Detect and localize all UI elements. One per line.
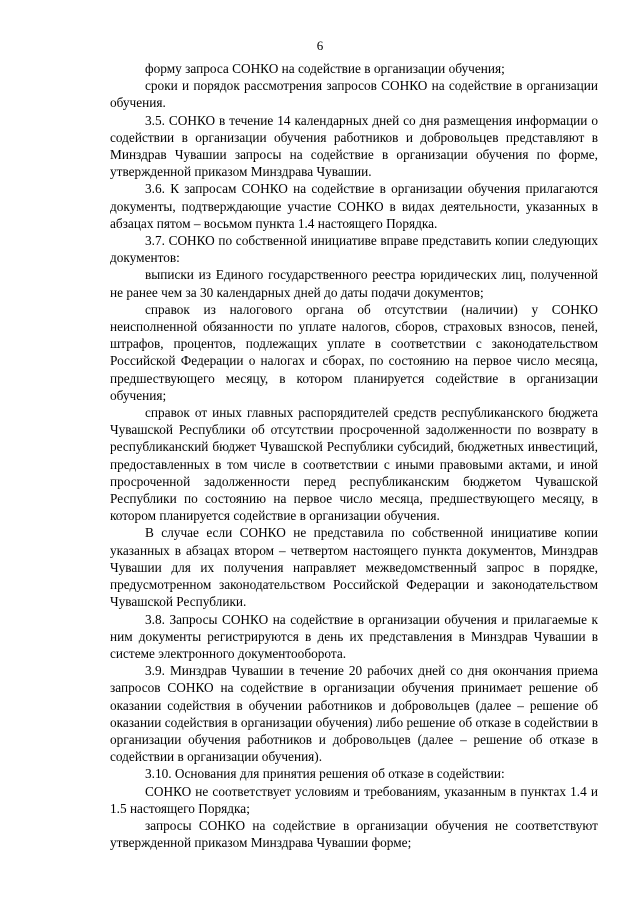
paragraph-request-form: форму запроса СОНКО на содействие в организации обучения; xyxy=(145,61,505,76)
paragraph-3-8: 3.8. Запросы СОНКО на содействие в организации обучения и прилагаемые к ним документы регистрируются в день их представления в Минздрав Чувашии в системе электронного документооборота. xyxy=(110,611,598,661)
paragraph-3-6: 3.6. К запросам СОНКО на содействие в организации обучения прилагаются документы, подтверждающие участие СОНКО в видах деятельности, указанных в абзацах пятом – восьмом пункта 1.4 настоящего Порядка. xyxy=(110,181,598,231)
paragraph-3-9: 3.9. Минздрав Чувашии в течение 20 рабочих дней со дня окончания приема запросов СОНКО на содействие в организации обучения принимает решение об оказании содействия в обучении работников и добровольцев (далее – решение об оказании содействия в организации обучения) либо решение об отказе в содействии в организации обучения работников и добровольцев (далее – решение об отказе в содействии в организации обучения). xyxy=(110,663,598,765)
document-body xyxy=(110,60,598,851)
paragraph-budget-certificates: справок от иных главных распорядителей средств республиканского бюджета Чувашской Республики об отсутствии просроченной задолженности по возврату в республиканский бюджет Чувашской Республики субсидий, бюджетных инвестиций, предоставленных в том числе в соответствии с иными правовыми актами, и иной просроченной задолженности перед республиканским бюджетом Чувашской Республики по состоянию на первое число месяца, предшествующего месяцу, в котором планируется содействие в организации обучения. xyxy=(110,405,598,524)
paragraph-3-5: 3.5. СОНКО в течение 14 календарных дней со дня размещения информации о содействии в организации обучения работников и добровольцев представляют в Минздрав Чувашии запросы на содействие в организации обучения по форме, утвержденной приказом Минздрава Чувашии. xyxy=(110,112,598,180)
paragraph-interagency-request: В случае если СОНКО не представила по собственной инициативе копии указанных в абзацах втором – четвертом настоящего пункта документов, Минздрав Чувашии для их получения направляет межведомственный запрос в порядке, предусмотренном законодательством Российской Федерации и законодательством Чувашской Республики. xyxy=(110,525,598,610)
paragraph-refusal-ground-form: запросы СОНКО на содействие в организации обучения не соответствуют утвержденной приказом Минздрава Чувашии форме; xyxy=(110,817,598,851)
page-number: 6 xyxy=(316,38,324,53)
paragraph-3-7: 3.7. СОНКО по собственной инициативе вправе представить копии следующих документов: xyxy=(110,233,598,266)
paragraph-refusal-ground-conditions: СОНКО не соответствует условиям и требованиям, указанным в пунктах 1.4 и 1.5 настоящего Порядка; xyxy=(110,783,598,816)
paragraph-tax-certificates: справок из налогового органа об отсутствии (наличии) у СОНКО неисполненной обязанности по уплате налогов, сборов, страховых взносов, пеней, штрафов, процентов, подлежащих уплате в соответствии с законодательством Российской Федерации о налогах и сборах, по состоянию на первое число месяца, предшествующего месяцу, в котором планируется содействие в организации обучения; xyxy=(110,301,598,403)
paragraph-registry-extract: выписки из Единого государственного реестра юридических лиц, полученной не ранее чем за 30 календарных дней до даты подачи документов; xyxy=(110,267,598,300)
paragraph-review-terms: сроки и порядок рассмотрения запросов СОНКО на содействие в организации обучения. xyxy=(110,78,598,111)
paragraph-3-10: 3.10. Основания для принятия решения об отказе в содействии: xyxy=(145,766,505,782)
